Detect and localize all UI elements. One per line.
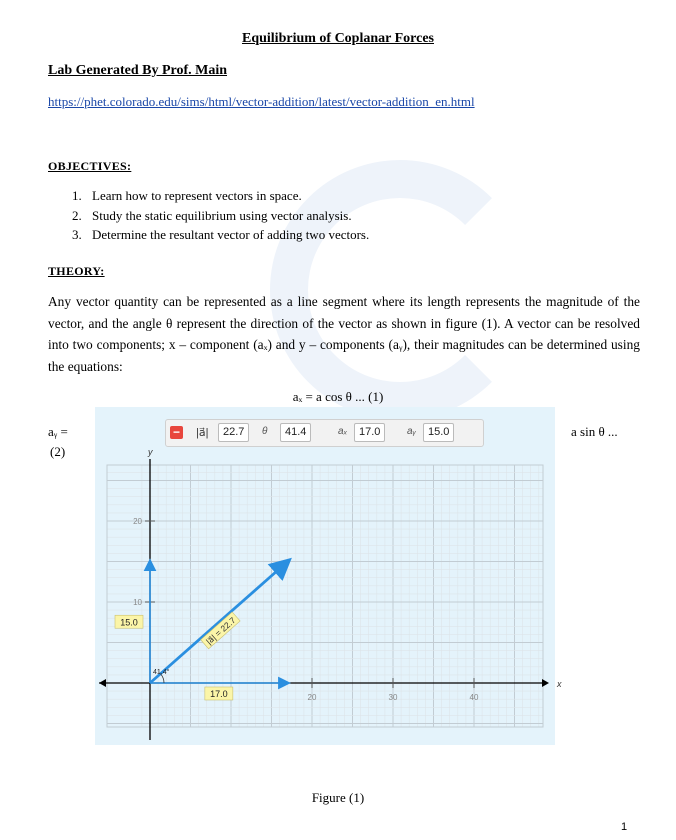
theta-value[interactable]: 41.4	[280, 423, 311, 442]
x-tick-label: 40	[469, 693, 479, 702]
list-number: 2.	[72, 207, 82, 223]
axes	[99, 447, 562, 740]
ay-label: aᵧ	[407, 426, 417, 437]
y-axis-label: y	[148, 447, 153, 457]
theory-paragraph: Any vector quantity can be represented as a line segment where its length represents the magnitude of the vector, and the angle θ represent the direction of the vector as shown in figure (1). A vector can be resolved into two components; x – component (aₓ) and y – components (aᵧ), their magnitudes can be determined using the equations:	[48, 294, 640, 374]
equation-ay-number: (2)	[50, 444, 66, 459]
grid-border	[107, 465, 543, 727]
list-item	[72, 225, 369, 245]
angle-label: 41.4°	[153, 669, 170, 676]
list-item	[72, 206, 369, 226]
y-tick-label: 10	[133, 598, 142, 607]
author-line: Lab Generated By Prof. Main	[48, 63, 228, 78]
list-number: 1.	[72, 188, 82, 203]
list-text: Determine the resultant vector of adding two vectors.	[92, 227, 370, 242]
ax-component-label: 17.0	[210, 689, 228, 699]
objectives-heading: OBJECTIVES:	[48, 159, 132, 173]
simulation-link[interactable]: https://phet.colorado.edu/sims/html/vector-addition/latest/vector-addition_en.html	[48, 94, 475, 109]
theory-heading: THEORY:	[48, 264, 105, 278]
vector-label: |a⃗| = 22.7	[203, 615, 238, 647]
remove-vector-button[interactable]: −	[170, 426, 183, 439]
vector-plot	[95, 445, 562, 745]
equation-ax: aₓ = a cos θ ... (1)	[292, 389, 384, 404]
y-tick-label: 20	[133, 517, 142, 526]
objectives-list	[72, 186, 369, 245]
page-title: Equilibrium of Coplanar Forces	[241, 31, 434, 46]
chart-marks	[115, 562, 288, 701]
ay-value[interactable]: 15.0	[423, 423, 454, 442]
magnitude-label: |a⃗|	[196, 427, 209, 439]
equation-ay-right: a sin θ ...	[571, 424, 618, 439]
vector-a-arrow	[150, 562, 288, 684]
magnitude-value[interactable]: 22.7	[218, 423, 249, 442]
ay-component-label: 15.0	[120, 617, 138, 628]
x-tick-label: 30	[388, 693, 398, 702]
theta-label: θ	[262, 426, 268, 437]
list-text: Learn how to represent vectors in space.	[92, 188, 302, 203]
x-axis-arrow-right	[542, 679, 549, 687]
list-item	[72, 186, 369, 206]
ax-value[interactable]: 17.0	[354, 423, 385, 442]
grid-lines	[107, 465, 543, 727]
equation-ay-left: aᵧ =	[48, 424, 68, 439]
x-axis-label: x	[557, 679, 562, 689]
x-tick-label: 20	[307, 693, 317, 702]
page-number: 1	[621, 821, 628, 833]
list-number: 3.	[72, 227, 82, 242]
figure-caption: Figure (1)	[311, 790, 365, 805]
list-text: Study the static equilibrium using vector analysis.	[92, 207, 352, 223]
x-axis-arrow-left	[99, 679, 106, 687]
vector-values-toolbar	[165, 419, 484, 447]
ax-label: aₓ	[338, 426, 348, 437]
